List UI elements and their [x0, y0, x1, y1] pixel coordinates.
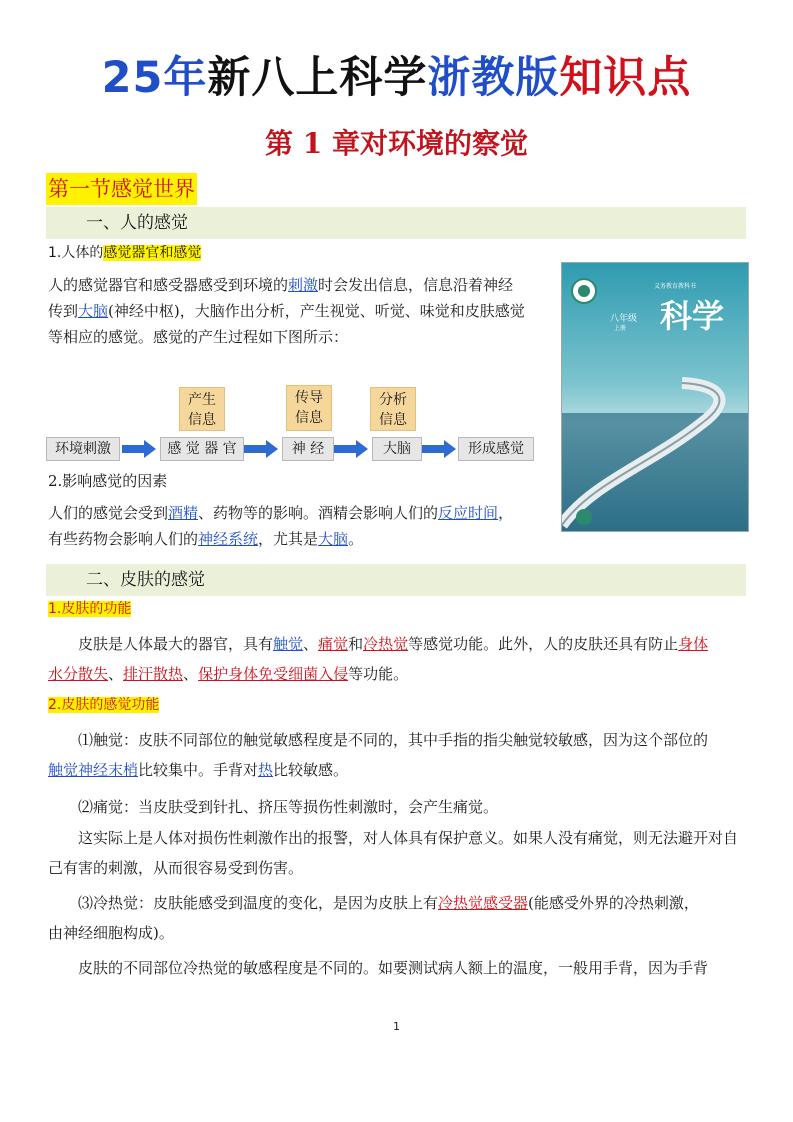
paragraph-pain-meaning: 这实际上是人体对损伤性刺激作出的报警，对人体具有保护意义。如果人没有痛觉，则无法避开对自己有害的刺激，从而很容易受到伤害。 — [48, 829, 739, 877]
text: (能感受外界的冷热刺激， — [528, 894, 699, 912]
paragraph-sense-process — [48, 272, 553, 350]
book-volume: 上册 — [614, 325, 627, 332]
text: 比较集中。手背对 — [138, 761, 259, 779]
flow-top-box-transmit — [286, 385, 332, 431]
text: ， — [498, 504, 514, 522]
flow-step-brain: 大脑 — [372, 437, 422, 461]
text: (神经中枢)，大脑作出分析，产生视觉、听觉、味觉和皮肤感觉 — [108, 302, 525, 320]
text: 和 — [348, 635, 364, 653]
paragraph-temperature — [48, 888, 746, 948]
text: 人们的感觉会受到 — [48, 504, 169, 522]
section-heading: 第一节感觉世界 — [46, 173, 197, 205]
text: ，尤其是 — [258, 530, 319, 548]
heading-2-1 — [48, 596, 131, 622]
arrow-right-icon — [122, 440, 158, 462]
heading-1-2: 2.影响感觉的因素 — [48, 472, 168, 490]
subsection-bar-1 — [46, 207, 746, 239]
text: 。 — [348, 530, 364, 548]
text: 时会发出信息，信息沿着神经 — [318, 276, 514, 294]
paragraph-touch — [48, 725, 746, 785]
textbook-cover-image — [561, 262, 749, 532]
text: 有些药物会影响人们的 — [48, 530, 199, 548]
text: 信息 — [379, 412, 407, 428]
keyword-brain-2: 大脑 — [318, 530, 349, 548]
keyword-body: 身体 — [678, 635, 709, 653]
subsection-bar-2 — [46, 564, 746, 596]
text — [48, 755, 348, 785]
heading-2-2-text: 2.皮肤的感觉功能 — [48, 697, 160, 713]
keyword-reaction-time: 反应时间 — [438, 504, 499, 522]
text: 由神经细胞构成)。 — [48, 924, 174, 942]
text — [48, 659, 408, 689]
flow-step-stimulus: 环境刺激 — [46, 437, 120, 461]
book-title: 科学 — [660, 297, 725, 335]
keyword-nerve-endings: 触觉神经末梢 — [48, 761, 139, 779]
text: 比较敏感。 — [273, 761, 349, 779]
flow-step-perception: 形成感觉 — [458, 437, 534, 461]
paragraph-influences — [48, 500, 558, 552]
title-part-year: 25年 — [101, 53, 208, 103]
sensation-flow-diagram — [46, 382, 536, 464]
title-part-topic: 知识点 — [559, 53, 692, 103]
arrow-right-icon — [334, 440, 370, 462]
text: 、 — [183, 665, 199, 683]
text: 传到 — [48, 302, 79, 320]
text: 等感觉功能。此外，人的皮肤还具有防止 — [408, 635, 679, 653]
text: 、药物等的影响。酒精会影响人们的 — [198, 504, 439, 522]
keyword-pain: 痛觉 — [318, 635, 349, 653]
document-title — [0, 50, 793, 106]
heading-1-1-highlight: 感觉器官和感觉 — [103, 245, 202, 261]
text: 皮肤是人体最大的器官，具有 — [78, 635, 274, 653]
keyword-alcohol: 酒精 — [168, 504, 199, 522]
title-part-grade: 新八上科学 — [207, 53, 428, 103]
text: 、 — [108, 665, 124, 683]
keyword-sweating: 排汗散热 — [123, 665, 184, 683]
text: 产生 — [188, 392, 216, 408]
flow-step-sense-organ: 感 觉 器 官 — [160, 437, 244, 461]
text: 信息 — [188, 412, 216, 428]
text: 、 — [303, 635, 319, 653]
keyword-stimulus: 刺激 — [288, 276, 319, 294]
heading-2-1-text: 1.皮肤的功能 — [48, 601, 132, 617]
text: 分析 — [379, 392, 407, 408]
text: 人的感觉器官和感受器感受到环境的 — [48, 276, 289, 294]
keyword-water-loss: 水分散失 — [48, 665, 109, 683]
arrow-right-icon — [244, 440, 280, 462]
text: 传导 — [295, 390, 323, 406]
heading-2-2 — [48, 692, 159, 718]
keyword-touch: 触觉 — [273, 635, 304, 653]
heading-1-1 — [48, 240, 201, 266]
subsection-title-1: 一、人的感觉 — [86, 213, 188, 233]
page-number: 1 — [393, 1020, 400, 1033]
keyword-heat: 热 — [258, 761, 274, 779]
keyword-temperature: 冷热觉 — [363, 635, 409, 653]
arrow-right-icon — [422, 440, 458, 462]
paragraph-temperature-sensitivity: 皮肤的不同部位冷热觉的敏感程度是不同的。如要测试病人额上的温度，一般用手背，因为手背 — [78, 959, 709, 977]
book-grade: 八年级 — [610, 314, 638, 324]
flow-top-box-analyze — [370, 387, 416, 431]
text: 信息 — [295, 410, 323, 426]
flow-top-box-generate — [179, 387, 225, 431]
keyword-thermoreceptor: 冷热觉感受器 — [438, 894, 529, 912]
paragraph-pain: ⑵痛觉：当皮肤受到针扎、挤压等损伤性刺激时，会产生痛觉。 — [78, 798, 499, 816]
chapter-heading: 第 1 章对环境的察觉 — [265, 127, 528, 160]
keyword-brain: 大脑 — [78, 302, 109, 320]
keyword-nervous-system: 神经系统 — [198, 530, 259, 548]
text: 等功能。 — [348, 665, 409, 683]
title-part-edition: 浙教版 — [427, 53, 560, 103]
text: 等相应的感觉。感觉的产生过程如下图所示： — [48, 328, 349, 346]
subsection-title-2: 二、皮肤的感觉 — [86, 570, 205, 590]
flow-step-nerve: 神 经 — [282, 437, 334, 461]
heading-1-1-prefix: 1.人体的 — [48, 245, 104, 261]
text: ⑴触觉：皮肤不同部位的触觉敏感程度是不同的，其中手指的指尖触觉较敏感，因为这个部位的 — [78, 731, 709, 749]
keyword-protection: 保护身体免受细菌入侵 — [198, 665, 349, 683]
book-series-label: 义务教育教科书 — [654, 283, 697, 290]
paragraph-skin-function — [48, 629, 746, 689]
text: ⑶冷热觉：皮肤能感受到温度的变化，是因为皮肤上有 — [78, 894, 439, 912]
